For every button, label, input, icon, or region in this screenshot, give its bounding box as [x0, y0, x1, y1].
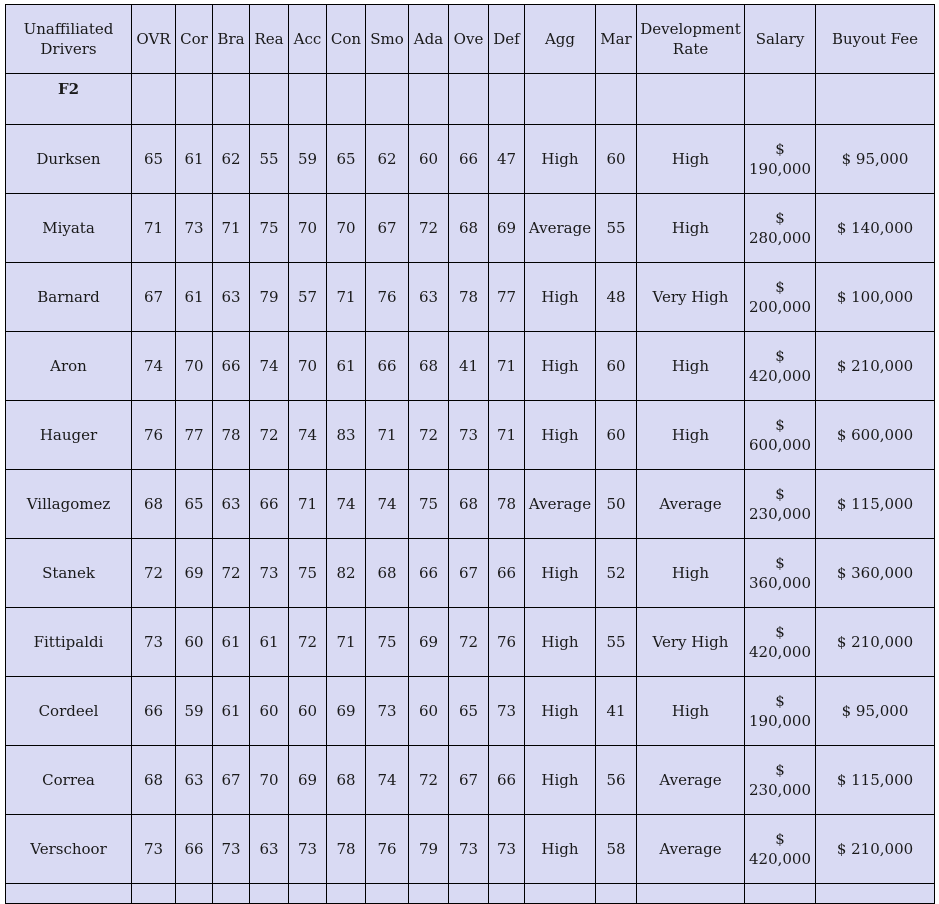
driver-name-cell: Barnard	[6, 263, 132, 332]
table-cell: 67	[213, 746, 250, 815]
empty-cell	[327, 74, 366, 125]
driver-name-cell: Aron	[6, 332, 132, 401]
salary-cell	[745, 401, 816, 470]
table-cell: 68	[366, 539, 409, 608]
empty-cell	[449, 74, 489, 125]
driver-name-cell: Durksen	[6, 125, 132, 194]
table-cell: 60	[289, 677, 327, 746]
column-header: Ada	[409, 5, 449, 74]
table-cell: 60	[596, 125, 637, 194]
table-cell: 67	[449, 539, 489, 608]
table-cell: 68	[409, 332, 449, 401]
empty-cell	[289, 74, 327, 125]
table-cell: Average	[525, 194, 596, 263]
salary-amount: 230,000	[748, 505, 812, 523]
salary-amount: 280,000	[748, 229, 812, 247]
empty-cell	[176, 884, 213, 904]
driver-name-cell: Correa	[6, 746, 132, 815]
table-cell: 55	[250, 125, 289, 194]
table-cell: 67	[449, 746, 489, 815]
table-cell: 71	[289, 470, 327, 539]
buyout-fee-cell: $ 210,000	[816, 815, 935, 884]
column-header: Cor	[176, 5, 213, 74]
table-cell: 66	[132, 677, 176, 746]
table-cell: 69	[176, 539, 213, 608]
empty-cell	[745, 884, 816, 904]
salary-amount: 600,000	[748, 436, 812, 454]
group-row	[6, 74, 935, 125]
empty-cell	[596, 74, 637, 125]
buyout-fee-cell: $ 115,000	[816, 746, 935, 815]
table-body	[6, 74, 935, 904]
salary-amount: 190,000	[748, 712, 812, 730]
table-cell: 48	[596, 263, 637, 332]
table-cell: 72	[409, 194, 449, 263]
table-cell: 55	[596, 194, 637, 263]
salary-currency: $	[775, 140, 785, 158]
table-cell: 72	[213, 539, 250, 608]
table-cell: 73	[176, 194, 213, 263]
table-cell: 73	[449, 401, 489, 470]
table-cell: 67	[132, 263, 176, 332]
table-row	[6, 401, 935, 470]
table-cell: 79	[250, 263, 289, 332]
table-cell: 60	[596, 332, 637, 401]
table-cell: 68	[132, 746, 176, 815]
salary-amount: 420,000	[748, 643, 812, 661]
buyout-fee-cell: $ 600,000	[816, 401, 935, 470]
table-cell: High	[525, 677, 596, 746]
salary-cell	[745, 194, 816, 263]
empty-cell	[745, 74, 816, 125]
table-cell: 65	[176, 470, 213, 539]
table-cell: High	[637, 539, 745, 608]
table-cell: High	[525, 401, 596, 470]
buyout-fee-cell: $ 210,000	[816, 608, 935, 677]
table-cell: 57	[289, 263, 327, 332]
table-cell: 63	[213, 263, 250, 332]
table-cell: 74	[366, 746, 409, 815]
table-cell: 66	[449, 125, 489, 194]
table-cell: 72	[289, 608, 327, 677]
table-cell: 74	[366, 470, 409, 539]
table-cell: 71	[489, 401, 525, 470]
table-row	[6, 194, 935, 263]
empty-cell	[637, 74, 745, 125]
table-cell: 77	[176, 401, 213, 470]
empty-cell	[213, 884, 250, 904]
driver-name-cell: Fittipaldi	[6, 608, 132, 677]
table-cell: 73	[366, 677, 409, 746]
table-cell: High	[637, 401, 745, 470]
buyout-fee-cell: $ 210,000	[816, 332, 935, 401]
salary-currency: $	[775, 278, 785, 296]
driver-name-cell: Villagomez	[6, 470, 132, 539]
table-cell: 70	[327, 194, 366, 263]
table-cell: Average	[637, 815, 745, 884]
table-cell: 60	[596, 401, 637, 470]
empty-cell	[525, 74, 596, 125]
table-cell: 66	[409, 539, 449, 608]
empty-cell	[327, 884, 366, 904]
salary-amount: 200,000	[748, 298, 812, 316]
salary-cell	[745, 125, 816, 194]
column-header: Acc	[289, 5, 327, 74]
table-cell: 63	[409, 263, 449, 332]
table-cell: 73	[250, 539, 289, 608]
table-cell: 66	[213, 332, 250, 401]
driver-name-cell: Verschoor	[6, 815, 132, 884]
column-header: Smo	[366, 5, 409, 74]
empty-cell	[250, 884, 289, 904]
column-header: Unaffiliated Drivers	[6, 5, 132, 74]
column-header: Bra	[213, 5, 250, 74]
table-cell: 79	[409, 815, 449, 884]
empty-cell	[132, 884, 176, 904]
table-cell: 69	[289, 746, 327, 815]
table-cell: 78	[327, 815, 366, 884]
column-header: Ove	[449, 5, 489, 74]
salary-currency: $	[775, 209, 785, 227]
table-cell: 69	[327, 677, 366, 746]
table-cell: 73	[132, 608, 176, 677]
table-cell: 74	[250, 332, 289, 401]
table-cell: 75	[289, 539, 327, 608]
salary-amount: 230,000	[748, 781, 812, 799]
table-cell: 61	[176, 125, 213, 194]
table-cell: 77	[489, 263, 525, 332]
column-header: Rea	[250, 5, 289, 74]
table-cell: 65	[132, 125, 176, 194]
header-row	[6, 5, 935, 74]
empty-cell	[637, 884, 745, 904]
table-cell: High	[525, 746, 596, 815]
table-cell: 78	[489, 470, 525, 539]
table-row	[6, 746, 935, 815]
empty-cell	[366, 884, 409, 904]
table-cell: 63	[176, 746, 213, 815]
table-cell: 61	[327, 332, 366, 401]
table-cell: 66	[250, 470, 289, 539]
empty-cell	[489, 74, 525, 125]
column-header: Buyout Fee	[816, 5, 935, 74]
table-cell: 60	[409, 125, 449, 194]
salary-amount: 420,000	[748, 850, 812, 868]
salary-currency: $	[775, 416, 785, 434]
table-cell: 66	[489, 539, 525, 608]
table-cell: 72	[409, 746, 449, 815]
table-cell: 76	[132, 401, 176, 470]
table-cell: 71	[132, 194, 176, 263]
buyout-fee-cell: $ 100,000	[816, 263, 935, 332]
table-cell: 69	[409, 608, 449, 677]
table-cell: 75	[409, 470, 449, 539]
table-cell: 66	[176, 815, 213, 884]
driver-name-cell: Stanek	[6, 539, 132, 608]
salary-currency: $	[775, 347, 785, 365]
table-cell: 59	[176, 677, 213, 746]
table-row	[6, 677, 935, 746]
table-cell: 70	[289, 194, 327, 263]
table-cell: High	[637, 332, 745, 401]
table-cell: 72	[132, 539, 176, 608]
table-cell: 55	[596, 608, 637, 677]
table-cell: 59	[289, 125, 327, 194]
table-row	[6, 332, 935, 401]
table-cell: 60	[409, 677, 449, 746]
table-cell: 73	[489, 815, 525, 884]
table-cell: 61	[213, 677, 250, 746]
column-header: Mar	[596, 5, 637, 74]
table-cell: Average	[637, 470, 745, 539]
salary-cell	[745, 746, 816, 815]
table-cell: 76	[366, 815, 409, 884]
table-cell: 75	[366, 608, 409, 677]
table-cell: 65	[449, 677, 489, 746]
table-cell: 72	[449, 608, 489, 677]
table-cell: High	[525, 125, 596, 194]
buyout-fee-cell: $ 95,000	[816, 677, 935, 746]
empty-cell	[816, 884, 935, 904]
table-cell: 73	[132, 815, 176, 884]
salary-amount: 190,000	[748, 160, 812, 178]
table-cell: Average	[525, 470, 596, 539]
table-cell: 72	[409, 401, 449, 470]
empty-cell	[525, 884, 596, 904]
salary-cell	[745, 815, 816, 884]
table-row	[6, 815, 935, 884]
table-cell: 62	[366, 125, 409, 194]
salary-cell	[745, 470, 816, 539]
table-cell: 75	[250, 194, 289, 263]
buyout-fee-cell: $ 115,000	[816, 470, 935, 539]
table-cell: 68	[449, 194, 489, 263]
empty-cell	[596, 884, 637, 904]
table-row	[6, 470, 935, 539]
salary-currency: $	[775, 623, 785, 641]
table-cell: High	[525, 815, 596, 884]
empty-cell	[409, 74, 449, 125]
salary-cell	[745, 608, 816, 677]
empty-cell	[409, 884, 449, 904]
table-cell: 67	[366, 194, 409, 263]
table-cell: 66	[366, 332, 409, 401]
table-cell: 61	[213, 608, 250, 677]
salary-cell	[745, 332, 816, 401]
column-header: OVR	[132, 5, 176, 74]
table-cell: 70	[250, 746, 289, 815]
driver-name-cell: Cordeel	[6, 677, 132, 746]
column-header: Salary	[745, 5, 816, 74]
empty-cell	[816, 74, 935, 125]
table-row	[6, 125, 935, 194]
empty-cell	[132, 74, 176, 125]
table-cell: 66	[489, 746, 525, 815]
table-cell: 41	[449, 332, 489, 401]
table-cell: 60	[176, 608, 213, 677]
table-cell: 70	[289, 332, 327, 401]
buyout-fee-cell: $ 360,000	[816, 539, 935, 608]
salary-cell	[745, 263, 816, 332]
salary-currency: $	[775, 761, 785, 779]
table-cell: High	[525, 608, 596, 677]
empty-cell	[176, 74, 213, 125]
table-cell: 68	[327, 746, 366, 815]
table-cell: High	[525, 263, 596, 332]
table-cell: 62	[213, 125, 250, 194]
table-row-partial	[6, 884, 935, 904]
table-cell: 76	[489, 608, 525, 677]
salary-amount: 360,000	[748, 574, 812, 592]
table-cell: 70	[176, 332, 213, 401]
empty-cell	[449, 884, 489, 904]
table-cell: 47	[489, 125, 525, 194]
table-cell: 82	[327, 539, 366, 608]
column-header: Con	[327, 5, 366, 74]
salary-amount: 420,000	[748, 367, 812, 385]
table-cell: 61	[250, 608, 289, 677]
empty-cell	[489, 884, 525, 904]
table-cell: Very High	[637, 608, 745, 677]
table-cell: Average	[637, 746, 745, 815]
table-cell: High	[525, 332, 596, 401]
buyout-fee-cell: $ 140,000	[816, 194, 935, 263]
buyout-fee-cell: $ 95,000	[816, 125, 935, 194]
table-cell: 73	[213, 815, 250, 884]
table-cell: 73	[289, 815, 327, 884]
empty-cell	[213, 74, 250, 125]
drivers-table	[5, 4, 935, 904]
empty-cell	[250, 74, 289, 125]
table-cell: 74	[132, 332, 176, 401]
table-cell: 60	[250, 677, 289, 746]
table-cell: High	[525, 539, 596, 608]
table-cell: 68	[132, 470, 176, 539]
table-cell: 52	[596, 539, 637, 608]
salary-cell	[745, 539, 816, 608]
column-header: Development Rate	[637, 5, 745, 74]
table-cell: Very High	[637, 263, 745, 332]
salary-currency: $	[775, 830, 785, 848]
table-cell: 69	[489, 194, 525, 263]
table-cell: 71	[327, 608, 366, 677]
table-cell: 65	[327, 125, 366, 194]
table-cell: High	[637, 677, 745, 746]
table-cell: 72	[250, 401, 289, 470]
table-cell: High	[637, 125, 745, 194]
table-cell: 56	[596, 746, 637, 815]
table-cell: 73	[489, 677, 525, 746]
table-cell: 74	[289, 401, 327, 470]
salary-currency: $	[775, 485, 785, 503]
group-label: F2	[6, 74, 132, 125]
table-cell: 68	[449, 470, 489, 539]
table-cell: 76	[366, 263, 409, 332]
salary-currency: $	[775, 554, 785, 572]
table-cell: 71	[366, 401, 409, 470]
salary-cell	[745, 677, 816, 746]
table-cell: 63	[213, 470, 250, 539]
column-header: Def	[489, 5, 525, 74]
table-cell: 58	[596, 815, 637, 884]
table-cell: 50	[596, 470, 637, 539]
empty-cell	[289, 884, 327, 904]
driver-name-cell: Miyata	[6, 194, 132, 263]
table-cell: 78	[213, 401, 250, 470]
table-cell: 74	[327, 470, 366, 539]
table-row	[6, 608, 935, 677]
empty-cell	[366, 74, 409, 125]
driver-name-cell: Hauger	[6, 401, 132, 470]
table-cell: 61	[176, 263, 213, 332]
table-cell: 71	[327, 263, 366, 332]
table-cell: High	[637, 194, 745, 263]
table-cell: 71	[213, 194, 250, 263]
table-row	[6, 263, 935, 332]
table-cell: 73	[449, 815, 489, 884]
empty-cell	[6, 884, 132, 904]
salary-currency: $	[775, 692, 785, 710]
table-cell: 83	[327, 401, 366, 470]
table-cell: 78	[449, 263, 489, 332]
table-cell: 63	[250, 815, 289, 884]
table-cell: 71	[489, 332, 525, 401]
table-row	[6, 539, 935, 608]
table-cell: 41	[596, 677, 637, 746]
column-header: Agg	[525, 5, 596, 74]
